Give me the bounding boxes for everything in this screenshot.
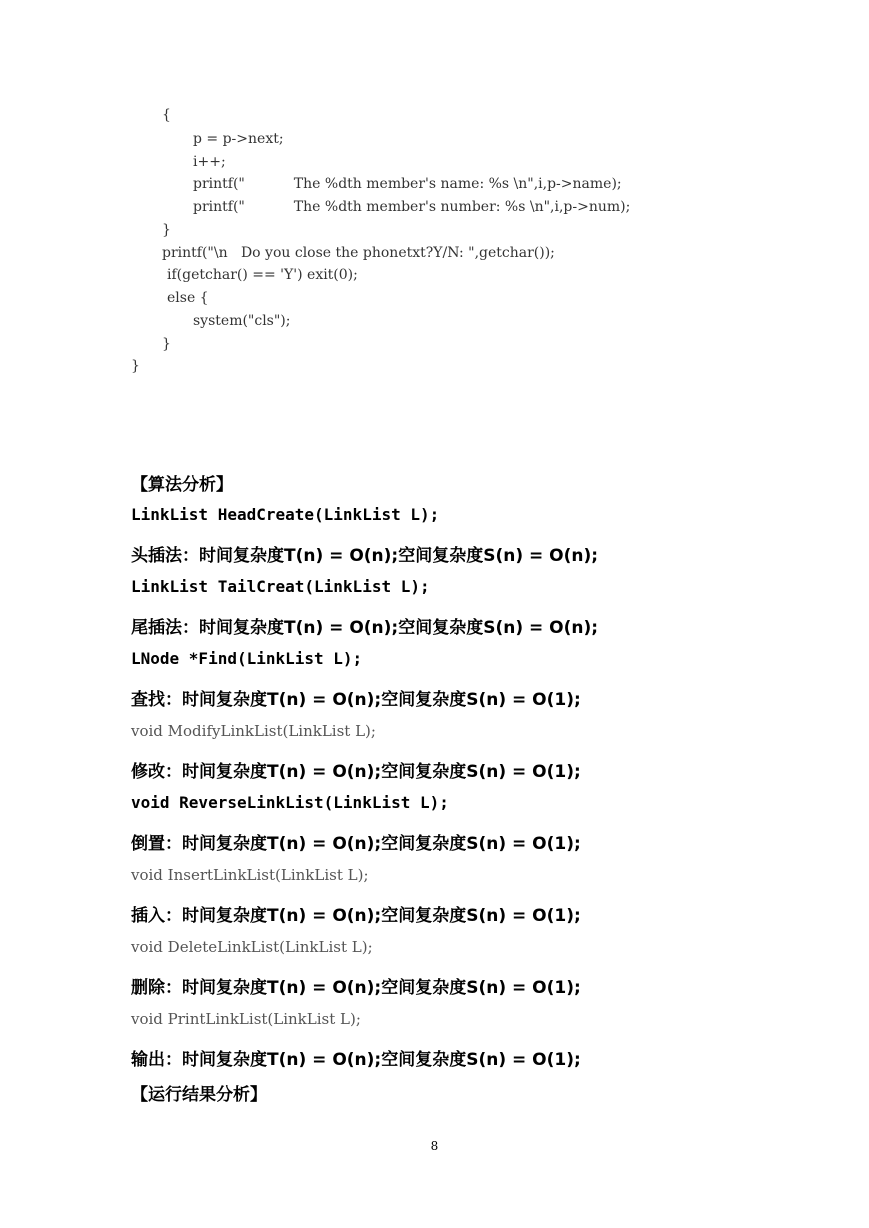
- complexity-line: 插入：时间复杂度T(n) = O(n);空间复杂度S(n) = O(1);: [131, 906, 581, 926]
- function-signature: void ModifyLinkList(LinkList L);: [131, 722, 376, 740]
- code-line: printf(" The %dth member's number: %s \n",i,p->num);: [193, 199, 631, 215]
- complexity-line: 删除：时间复杂度T(n) = O(n);空间复杂度S(n) = O(1);: [131, 978, 581, 998]
- code-line: i++;: [193, 154, 226, 170]
- function-signature: LinkList TailCreat(LinkList L);: [131, 577, 430, 596]
- function-signature: LinkList HeadCreate(LinkList L);: [131, 505, 440, 524]
- function-signature: void PrintLinkList(LinkList L);: [131, 1010, 361, 1028]
- result-heading: 【运行结果分析】: [131, 1085, 267, 1105]
- function-signature: LNode *Find(LinkList L);: [131, 649, 363, 668]
- code-line: else {: [167, 290, 209, 306]
- code-line: }: [131, 358, 140, 374]
- complexity-line: 倒置：时间复杂度T(n) = O(n);空间复杂度S(n) = O(1);: [131, 834, 581, 854]
- page-number: 8: [430, 1139, 439, 1153]
- code-line: printf(" The %dth member's name: %s \n",i,p->name);: [193, 176, 622, 192]
- code-line: printf("\n Do you close the phonetxt?Y/N: ",getchar());: [162, 245, 555, 261]
- function-signature: void InsertLinkList(LinkList L);: [131, 866, 369, 884]
- function-signature: void DeleteLinkList(LinkList L);: [131, 938, 373, 956]
- complexity-line: 输出：时间复杂度T(n) = O(n);空间复杂度S(n) = O(1);: [131, 1050, 581, 1070]
- code-line: p = p->next;: [193, 131, 284, 147]
- complexity-line: 修改：时间复杂度T(n) = O(n);空间复杂度S(n) = O(1);: [131, 762, 581, 782]
- code-line: {: [162, 107, 171, 123]
- code-line: }: [162, 336, 171, 352]
- code-line: if(getchar() == 'Y') exit(0);: [167, 267, 358, 283]
- code-line: system("cls");: [193, 313, 291, 329]
- complexity-line: 尾插法：时间复杂度T(n) = O(n);空间复杂度S(n) = O(n);: [131, 618, 599, 638]
- code-line: }: [162, 222, 171, 238]
- complexity-line: 头插法：时间复杂度T(n) = O(n);空间复杂度S(n) = O(n);: [131, 546, 599, 566]
- analysis-heading: 【算法分析】: [131, 475, 233, 495]
- complexity-line: 查找：时间复杂度T(n) = O(n);空间复杂度S(n) = O(1);: [131, 690, 581, 710]
- function-signature: void ReverseLinkList(LinkList L);: [131, 793, 449, 812]
